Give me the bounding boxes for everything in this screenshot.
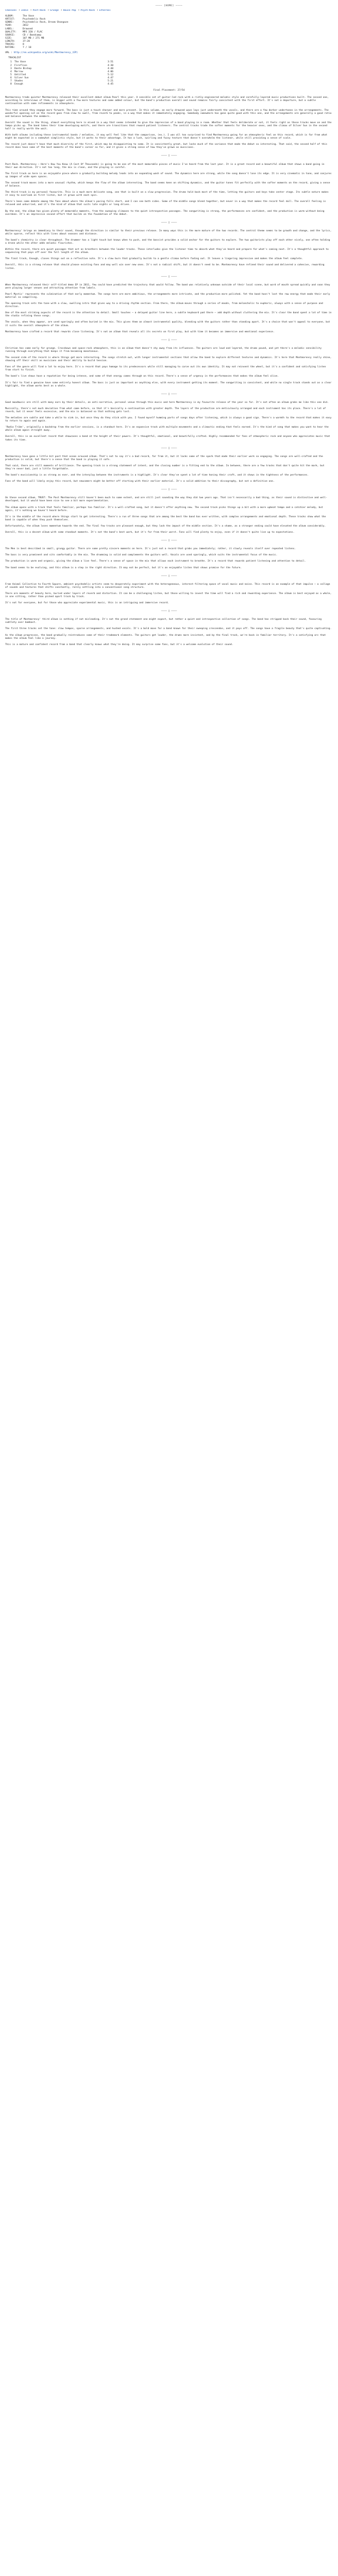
track-length: 5:12: [107, 73, 113, 76]
meta-key: RATING:: [5, 46, 15, 49]
track-title: The Vase: [14, 61, 26, 64]
meta-key: SOURCE:: [5, 33, 15, 37]
review-paragraph: It's not for everyone, but for those who appreciate experimental music, this is an intriguing and immersive record.: [5, 602, 170, 605]
section-divider: ———— ◊ ————: [161, 539, 177, 543]
review-section: [5, 284, 333, 334]
review-paragraph: It's in the middle of the record where things start to get interesting. There's a run of three songs that are among the best the band has ever written, with complex arrangements and emotional depth. These tracks show what the band is capable of when they push themselves.: [5, 515, 326, 521]
review-paragraph: Post-Rock. Montmorency — Here's How You Know (A Cast Of Thousands) is going to be one of the most memorable pieces of music I've heard from the last year. It is a great record and a beautiful album that shows a band going in their own direction. It's not too long, the mix is clean, and the playing is careful.: [5, 163, 325, 169]
nav-separator: •: [30, 9, 32, 12]
track-number: 6: [10, 76, 12, 79]
review-paragraph: Fans of the band will likely enjoy this record, but newcomers might be better off starting with their earlier material. It's a solid addition to their discography, but not a definitive one.: [5, 480, 275, 483]
review-section: [5, 96, 333, 149]
review-body: [5, 96, 333, 647]
track-number: 8: [10, 83, 12, 86]
links-line: [5, 52, 333, 55]
meta-value: Drowned: [23, 27, 33, 30]
section-divider: ———— ◊ ————: [161, 275, 177, 278]
review-paragraph: The bass is very prominent and sits comfortably in the mix. The drumming is solid and complements the guitars well. Vocals are used sparingly, which suits the instrumental focus of the music.: [5, 554, 278, 557]
section-divider: ———— ◊ ————: [161, 221, 177, 224]
review-paragraph: The Men is best described in small, grungy guitar. There are some pretty sincere moments on here. It's just not a record that grabs you immediately; rather, it slowly reveals itself over repeated listens.: [5, 548, 296, 551]
track-length: 3:51: [107, 61, 113, 64]
links-label: URL :: [5, 52, 12, 55]
review-paragraph: Montmorency trade quieter Montmorency released their excellent debut album Pearl this year. A sensible set of guitar-led rock with a richly-engineered melodic style and carefully-layered music productions built. The second one, according to interviews of them, is bigger with a few more textures and some added colour, but the band's production overall and sound remains fairly consistent with the first effort. It's not a departure, but a subtle continuation with some refinements in atmosphere.: [5, 96, 329, 106]
meta-value: 37:20: [23, 40, 30, 43]
review-paragraph: The first track on here is an enjoyable piece where a gradually building melody leads into an expanding wash of sound. The dynamics here are strong, while the song doesn't lose its edge. It is very cinematic in tone, and conjures up images of wide open spaces.: [5, 172, 332, 178]
section-divider: ———— ◊ ————: [161, 574, 177, 578]
final-placement: Final Placement: 27/54: [153, 89, 185, 92]
review-paragraph: The opening track sets the tone with a slow, swelling intro that gives way to a driving rhythm section. From there, the album moves through a series of moods, from melancholic to euphoric, always with a sense of purpose and direction.: [5, 302, 323, 309]
nav-link-ethereal[interactable]: Ethereal: [99, 9, 111, 12]
review-paragraph: The band's musicianship is as strong as ever, and the interplay between the instruments is a highlight. It's clear they've spent a lot of time honing their craft, and it shows in the tightness of the performances.: [5, 474, 309, 477]
section-divider: ———— ◊ ————: [161, 393, 177, 396]
meta-value: Psychedelic Rock: [23, 18, 46, 21]
meta-value: 8: [23, 43, 24, 46]
review-paragraph: The final track, Enough, closes things out on a reflective note. It's a slow burn that gradually builds to a gentle climax before fading out. It leaves a lingering impression and makes the album feel complete.: [5, 258, 303, 261]
section-divider: ———— ◊ ————: [161, 155, 177, 158]
nav-separator: •: [60, 9, 62, 12]
meta-row-rating: [5, 46, 333, 49]
review-paragraph: The vocals, when they appear, are used sparingly and often buried in the mix. This gives them an almost instrumental quality, blending with the guitars rather than standing apart. It's a choice that won't appeal to everyone, but it suits the overall atmosphere of the album.: [5, 321, 330, 327]
track-number: 5: [10, 73, 12, 76]
genre-nav: [5, 9, 333, 12]
meta-key: GENRE:: [5, 21, 14, 24]
track-row: [10, 83, 113, 86]
track-length: 4:47: [107, 76, 113, 79]
track-number: 7: [10, 79, 12, 82]
track-title: Enough: [14, 83, 23, 86]
review-paragraph: Good moodmusic are still with many ears by their details, an anti-narrative, personal venue through this music and here Montmorency is my favourite release of the year so far. It's not often an album grabs me like this one did.: [5, 401, 329, 404]
review-section: [5, 347, 333, 388]
review-paragraph: This is a mature and confident record from a band that clearly knows what they're doing. It may surprise some fans, but it's a welcome evolution of their sound.: [5, 643, 233, 646]
review-paragraph: The title of Montmorency' third album is nothing if not misleading. It's not the grand statement one might expect, but rather a quiet and introspective collection of songs. The band has stripped back their sound, favouring subtlety over bombast.: [5, 618, 322, 624]
track-title: Dante Bishop: [14, 67, 32, 70]
nav-separator: •: [47, 9, 49, 12]
review-paragraph: When Montmorency released their self-titled demo EP in 2011, few could have predicted the trajectory that would follow. The band was relatively unknown outside of their local scene, but word of mouth spread quickly and soon they were playing larger venues and attracting attention from labels.: [5, 283, 330, 290]
track-number: 2: [10, 64, 12, 67]
track-length: 4:06: [107, 70, 113, 73]
track-title: Fireflies: [14, 64, 27, 67]
review-paragraph: The melodies are subtle and take a while to sink in, but once they do they stick with you. I found myself humming parts of songs days after listening, which is always a good sign. There's a warmth to the record that makes it easy to return to again and again.: [5, 417, 332, 423]
track-length: 4:30: [107, 64, 113, 67]
album-meta: [5, 15, 333, 49]
review-section: [5, 618, 333, 647]
review-paragraph: Overall, this is an excellent record that showcases a band at the height of their powers. It's thoughtful, emotional, and beautifully crafted. Highly recommended for fans of atmospheric rock and anyone who appreciates music that takes its time.: [5, 435, 330, 442]
review-paragraph: The band's chemistry is clear throughout. The drummer has a light touch but knows when to push, and the bassist provides a solid anchor for the guitars to explore. The two guitarists play off each other nicely, one often holding a drone while the other adds melodic flourishes.: [5, 239, 330, 245]
nav-separator: •: [19, 9, 20, 12]
nav-separator: •: [96, 9, 98, 12]
review-paragraph: Montmorency' brings an immediacy to their sound, though the direction is similar to their previous release. In many ways this is the more mature of the two records. The central theme seems to be growth and change, and the lyrics, while sparse, reflect this with lines about seasons and distance.: [5, 229, 332, 235]
review-paragraph: Pearl Mystic' represents the culmination of that early momentum. The songs here are more ambitious, the arrangements more intricate, and the production more polished. Yet the band hasn't lost the raw energy that made their early material so compelling.: [5, 293, 330, 299]
review-paragraph: 'Radio Tribe', originally a backdrop from the earlier sessions, is a standout here. It's an expansive track with multiple movements and a climactic ending that feels earned. It's the kind of song that makes you want to hear the whole album again straight away.: [5, 426, 329, 432]
review-section: [5, 163, 333, 216]
review-paragraph: The production is warm and organic, giving the album a live feel. There's a sense of space in the mix that allows each instrument to breathe. It's a record that rewards patient listening and attention to detail.: [5, 560, 306, 563]
review-paragraph: On these second album, TRUST: The Post Montmorency still haven't been much to some extent, and are still just sounding the way they did two years ago. That isn't necessarily a bad thing, as their sound is distinctive and well-developed, but it would have been nice to see a bit more experimentation.: [5, 497, 328, 503]
review-paragraph: Montmorency have gone a little bit past that ocean aroused album. That's not to say it's a bad record, far from it, but it lacks some of the spark that made their earlier work so engaging. The songs are well-crafted and the production is solid, but there's a sense that the band is playing it safe.: [5, 455, 323, 461]
top-home-banner[interactable]: ———— [HOME] ————: [155, 5, 183, 7]
review-section: [5, 401, 333, 442]
review-paragraph: With both albums including these instrumental bands / melodies, it may well feel like that the comparison, (ex.). I was all too surprised to find Montmorency going for an atmospheric feel on this record, which is far from what might be expected in a somewhat simplistic style, but it works to their advantage. It has a lush, swirling and fuzzy texture that doesn't overwhelm the listener, while still providing a sense of scale.: [5, 134, 328, 140]
meta-value: The Vase: [23, 15, 35, 18]
nav-link-indie[interactable]: Indie: [21, 9, 28, 12]
meta-value: MP3 320 / FLAC: [23, 30, 43, 33]
review-paragraph: The second side of the record is where things get more interesting. The songs stretch out, with longer instrumental sections that allow the band to explore different textures and dynamics. It's here that Montmorency really shine, showing off their skill as musicians and their ability to build tension.: [5, 357, 332, 363]
meta-key: ARTIST:: [5, 18, 15, 21]
review-paragraph: That said, there are still moments of brilliance. The opening track is a strong statement of intent, and the closing number is a fitting end to the album. In between, there are a few tracks that don't quite hit the mark, but they're never bad, just a little forgettable.: [5, 464, 325, 470]
review-section: [5, 583, 333, 605]
review-paragraph: The band's live shows have a reputation for being intense, and some of that energy comes through on this record. There's a sense of urgency in the performances that makes the album feel alive.: [5, 375, 279, 378]
review-paragraph: Fans of the genre will find a lot to enjoy here. It's a record that pays homage to its predecessors while still managing to carve out its own identity. It may not reinvent the wheel, but it's a confident and satisfying listen from start to finish.: [5, 366, 326, 372]
meta-key: TRACKS:: [5, 43, 15, 46]
track-number: 3: [10, 67, 12, 70]
section-divider: ———— ◊ ————: [161, 338, 177, 342]
review-paragraph: Musically, there's not much deviation from what came before, so that it's basically a continuation with greater depth. The layers of the production are meticulously arranged and each instrument has its place. There's a lot of reverb, but it never feels excessive, and the mix is balanced so that nothing gets lost.: [5, 407, 326, 413]
track-title: Silver Sun: [14, 76, 29, 79]
meta-value: 2012: [23, 24, 29, 27]
review-paragraph: It's fair to find a genuine have some entirely honest album. The bass is just as important as anything else, with every instrument getting its moment. The songwriting is consistent, and while no single track stands out as a clear highlight, the album works best as a whole.: [5, 381, 332, 387]
review-paragraph: The first three tracks set the tone: slow tempos, sparse arrangements, and hushed vocals. It's a bold move for a band known for their sweeping crescendos, and it pays off. The songs have a fragile beauty that's quite captivating.: [5, 628, 332, 631]
track-title: Untitled: [14, 73, 26, 76]
review-section: [5, 497, 333, 534]
review-paragraph: Overall the sound is the thing, almost everything here is mixed in a way that seems intended to give the impression of a band playing in a room. Whether that feels deliberate or not, it feels right as these tracks move on and the tempo picks up. The band takes their time developing motifs, and there are transitions that reward patient listeners. The central tracks trade the softer moments for the heavier ones, and the climax of Silver Sun in the second half is really worth the wait.: [5, 121, 332, 130]
review-section: [5, 455, 333, 484]
track-number: 1: [10, 61, 12, 64]
section-divider: ———— ◊ ————: [161, 610, 177, 613]
review-paragraph: Overall, this is a decent album with some standout moments. It's not the band's best work, but it's far from their worst. Fans will find plenty to enjoy, even if it doesn't quite live up to expectations.: [5, 531, 295, 534]
track-length: 4:48: [107, 67, 113, 70]
review-paragraph: The third track is my personal favourite. This is a much more delicate song, one that is built on a slow progression. The drums hold back most of the time, letting the guitars and keys take center stage. Its subtle nature makes it easy to overlook on first listen, but it grows with each spin.: [5, 191, 329, 197]
track-title: Marrow: [14, 70, 23, 73]
review-paragraph: By the end, the album has given plenty of memorable moments, from the sweeping climaxes to the quiet introspective passages. The songwriting is strong, the performances are confident, and the production is warm without being overdone. It's an impressive second effort that builds on the foundation of the debut.: [5, 210, 325, 216]
track-number: 4: [10, 70, 12, 73]
section-divider: ———— ◊ ————: [161, 447, 177, 450]
track-title: Shades: [14, 79, 23, 82]
review-paragraph: Montmorency have crafted a record that rewards close listening. It's not an album that reveals all its secrets on first play, but with time it becomes an immersive and emotional experience.: [5, 330, 275, 333]
meta-value: 7 / 10: [23, 46, 31, 49]
meta-key: ALBUM:: [5, 15, 14, 18]
meta-value: CD / Bandcamp: [23, 33, 41, 37]
nav-link-house-pop[interactable]: House Pop: [63, 9, 76, 12]
review-paragraph: One of the most striking aspects of the record is the attention to detail. Small touches — a delayed guitar line here, a subtle keyboard pad there — add depth without cluttering the mix. It's clear the band spent a lot of time in the studio refining these songs.: [5, 312, 332, 318]
meta-value: 107 MB / 271 MB: [23, 37, 44, 40]
review-paragraph: Within the record, there are quiet passages that act as breathers between the louder tracks. These interludes give the listener time to absorb what they've heard and prepare for what's coming next. It's a thoughtful approach to sequencing that pays off over the full length of the album.: [5, 248, 329, 255]
tracklist: [10, 61, 333, 86]
nav-separator: •: [78, 9, 80, 12]
tracklist-heading: TRACKLIST: [8, 57, 21, 60]
nav-link-grunge[interactable]: Grunge: [50, 9, 59, 12]
nav-link-post-rock[interactable]: Post-Rock: [32, 9, 46, 12]
meta-key: YEAR:: [5, 24, 12, 27]
review-paragraph: Christian has come early for grunge. Crossbows and space-rock atmosphere, this is an album that doesn't shy away from its influences. The guitars are loud and layered, the drums pound, and yet there's a melodic sensibility running through everything that keeps it from becoming monotonous.: [5, 347, 322, 353]
meta-value: Psychedelic Rock, Dream Shoegaze: [23, 21, 69, 24]
meta-key: SIZE:: [5, 37, 12, 40]
review-paragraph: The second track moves into a more unusual rhythm, which keeps the flow of the album interesting. The band seems keen on shifting dynamics, and the guitar tones fit perfectly with the softer moments on the record, giving a sense of balance.: [5, 181, 330, 188]
meta-key: LABEL:: [5, 27, 14, 30]
section-divider: ———— ◊ ————: [161, 488, 177, 492]
review-paragraph: Overall, this is a strong release that should please existing fans and may well win over new ones. It's not a radical shift, but it doesn't need to be. Montmorency have refined their sound and delivered a cohesive, rewarding listen.: [5, 264, 325, 270]
nav-link-chansons[interactable]: Chansons: [5, 9, 17, 12]
review-paragraph: From Animal Collective to Fourth Square, ambient psychedelic artists seem to desperately experiment with the heterogeneous, interest-filtering space of vocal music and noise. This record is an example of that impulse — a collage of sounds and textures that shifts constantly, rarely settling into a conventional song structure.: [5, 583, 330, 589]
review-paragraph: Unfortunately, the album loses momentum towards the end. The final few tracks are pleasant enough, but they lack the impact of the middle section. It's a shame, as a stronger ending could have elevated the album considerably.: [5, 524, 326, 528]
review-paragraph: As the album progresses, the band gradually reintroduces some of their trademark elements. The guitars get louder, the drums more insistent, and by the final track, we're back in familiar territory. It's a satisfying arc that makes the album feel like a journey.: [5, 634, 326, 640]
review-paragraph: There's been some debate among the fans about where the album's pacing falls short, and I can see both sides. Some of the middle songs blend together, but never in a way that makes the record feel dull. The overall feeling is relaxed and unhurried, and it's the kind of album that suits late nights or long drives.: [5, 200, 326, 207]
review-paragraph: There are moments of beauty here, buried under layers of reverb and distortion. It can be a challenging listen, but those willing to invest the time will find a rich and rewarding experience. The album is best enjoyed as a whole, in one sitting, rather than picked apart track by track.: [5, 592, 332, 598]
review-paragraph: The album opens with a track that feels familiar, perhaps too familiar. It's a well-crafted song, but it doesn't offer anything new. The second track picks things up a bit with a more upbeat tempo and a catchier melody, but again, it's nothing we haven't heard before.: [5, 506, 323, 512]
review-section: [5, 230, 333, 270]
track-length: 5:21: [107, 79, 113, 82]
meta-key: LENGTH:: [5, 40, 15, 43]
review-paragraph: This time around they engage more forward. The bass is just a touch sharper and more present. In this volume, an early drowned wave lays just underneath the vocals, and there are a few darker undertones in the arrangements. The wonderful opening cut on the record goes from slow to swell, from reverb to peaks, in a way that makes it immediately engaging. Somebody somewhere has gone quite good with this one, and the arrangements are generally a good ratio and balance between the members.: [5, 109, 332, 118]
track-length: 4:45: [107, 83, 113, 86]
review-paragraph: The band seems to be evolving, and this album is a step in the right direction. It may not be perfect, but it's an enjoyable listen that shows promise for the future.: [5, 566, 242, 569]
meta-key: QUALITY:: [5, 30, 17, 33]
nav-link-psych-rock[interactable]: Psych-Rock: [80, 9, 95, 12]
wikipedia-link[interactable]: http://en.wikipedia.org/wiki/Montmorency_(EP): [13, 52, 78, 55]
review-paragraph: The record just doesn't have that much diversity of the first, which may be disappointing to some. It is consistently great, but lacks much of the variance that made the debut so interesting. That said, the second half of this record does have some of the best moments of the band's career so far, and it gives a strong sense of how they've grown as musicians.: [5, 143, 328, 149]
review-section: [5, 548, 333, 569]
